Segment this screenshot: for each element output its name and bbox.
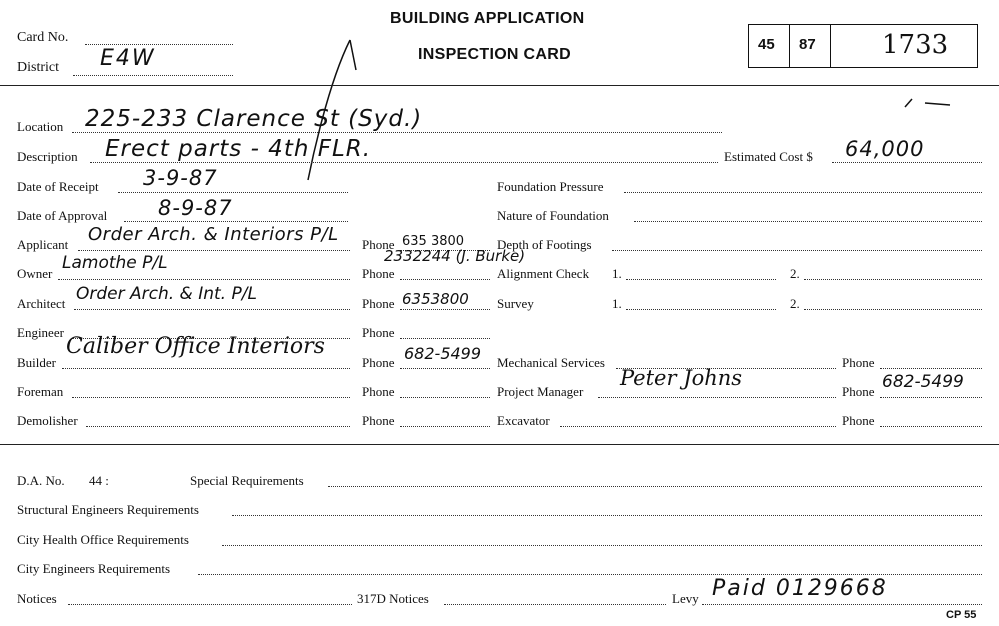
date-approval-line bbox=[124, 221, 348, 222]
levy-value: Paid 0129668 bbox=[712, 576, 888, 601]
builder-phone-value: 682-5499 bbox=[404, 344, 482, 363]
form-code: CP 55 bbox=[946, 609, 977, 621]
card-no-label: Card No. bbox=[17, 30, 69, 45]
project-manager-line bbox=[598, 397, 836, 398]
date-receipt-label: Date of Receipt bbox=[17, 179, 99, 194]
foundation-pressure-line bbox=[624, 192, 982, 193]
estimated-cost-line bbox=[832, 162, 982, 163]
architect-line bbox=[74, 309, 350, 310]
district-label: District bbox=[17, 60, 59, 75]
notices-317d-line bbox=[444, 604, 666, 605]
owner-value: Lamothe P/L bbox=[62, 253, 168, 273]
health-requirements-label: City Health Office Requirements bbox=[17, 532, 189, 547]
architect-phone-label: Phone bbox=[362, 296, 395, 311]
notices-317d-label: 317D Notices bbox=[357, 591, 429, 606]
date-receipt-value: 3-9-87 bbox=[143, 166, 218, 190]
engineer-phone-label: Phone bbox=[362, 325, 395, 340]
box-divider-2 bbox=[830, 24, 831, 68]
project-manager-phone-label: Phone bbox=[842, 384, 875, 399]
engineer-label: Engineer bbox=[17, 325, 64, 340]
title-line-2: INSPECTION CARD bbox=[418, 46, 571, 63]
city-engineers-line bbox=[198, 574, 982, 575]
excavator-line bbox=[560, 426, 836, 427]
alignment-check-label: Alignment Check bbox=[497, 266, 590, 281]
mechanical-phone-label: Phone bbox=[842, 355, 875, 370]
builder-value: Caliber Office Interiors bbox=[66, 334, 325, 359]
notices-label: Notices bbox=[17, 591, 57, 606]
survey-line-1 bbox=[626, 309, 776, 310]
date-receipt-line bbox=[118, 192, 348, 193]
applicant-phone-value: 635 3800 bbox=[402, 234, 465, 249]
owner-line bbox=[58, 279, 350, 280]
levy-line bbox=[702, 604, 982, 605]
builder-phone-label: Phone bbox=[362, 355, 395, 370]
health-requirements-line bbox=[222, 545, 982, 546]
architect-phone-value: 6353800 bbox=[402, 290, 469, 308]
special-requirements-label: Special Requirements bbox=[190, 473, 304, 488]
structural-requirements-label: Structural Engineers Requirements bbox=[17, 502, 199, 517]
date-approval-value: 8-9-87 bbox=[158, 196, 233, 220]
box-b-value: 87 bbox=[799, 36, 816, 53]
middle-rule bbox=[0, 444, 999, 445]
owner-phone-line bbox=[400, 279, 490, 280]
project-manager-phone-value: 682-5499 bbox=[882, 372, 964, 392]
location-label: Location bbox=[17, 119, 64, 134]
pen-stroke-mark-2 bbox=[900, 95, 960, 115]
applicant-line bbox=[78, 250, 350, 251]
description-line bbox=[90, 162, 718, 163]
district-value: E4W bbox=[100, 46, 156, 71]
city-engineers-label: City Engineers Requirements bbox=[17, 561, 171, 576]
project-manager-value: Peter Johns bbox=[620, 366, 743, 390]
owner-phone-value: 2332244 (J. Burke) bbox=[384, 247, 526, 265]
owner-label: Owner bbox=[17, 266, 53, 281]
builder-label: Builder bbox=[17, 355, 56, 370]
excavator-label: Excavator bbox=[497, 413, 550, 428]
engineer-phone-line bbox=[400, 338, 490, 339]
excavator-phone-line bbox=[880, 426, 982, 427]
mechanical-phone-line bbox=[880, 368, 982, 369]
alignment-num-1: 1. bbox=[612, 266, 622, 281]
nature-foundation-line bbox=[634, 221, 982, 222]
architect-value: Order Arch. & Int. P/L bbox=[76, 284, 257, 304]
title-line-1: BUILDING APPLICATION bbox=[390, 10, 585, 27]
survey-line-2 bbox=[804, 309, 982, 310]
estimated-cost-label: Estimated Cost $ bbox=[724, 149, 813, 164]
da-no-value: 44 : bbox=[89, 473, 109, 488]
demolisher-phone-line bbox=[400, 426, 490, 427]
depth-footings-line bbox=[612, 250, 982, 251]
box-c-value: 1733 bbox=[882, 30, 949, 60]
date-approval-label: Date of Approval bbox=[17, 208, 108, 223]
alignment-line-2 bbox=[804, 279, 982, 280]
foreman-label: Foreman bbox=[17, 384, 64, 399]
nature-foundation-label: Nature of Foundation bbox=[497, 208, 609, 223]
survey-label: Survey bbox=[497, 296, 534, 311]
structural-requirements-line bbox=[232, 515, 982, 516]
architect-phone-line bbox=[400, 309, 490, 310]
description-value: Erect parts - 4th FLR. bbox=[105, 136, 372, 162]
card-no-line bbox=[85, 44, 233, 45]
foreman-phone-label: Phone bbox=[362, 384, 395, 399]
box-a-value: 45 bbox=[758, 36, 775, 53]
foreman-phone-line bbox=[400, 397, 490, 398]
mechanical-services-label: Mechanical Services bbox=[497, 355, 605, 370]
notices-line bbox=[68, 604, 352, 605]
district-line bbox=[73, 75, 233, 76]
demolisher-line bbox=[86, 426, 350, 427]
project-manager-phone-line bbox=[880, 397, 982, 398]
location-value: 225-233 Clarence St (Syd.) bbox=[85, 106, 423, 132]
foreman-line bbox=[72, 397, 350, 398]
header-rule bbox=[0, 85, 999, 86]
applicant-value: Order Arch. & Interiors P/L bbox=[88, 224, 339, 245]
alignment-num-2: 2. bbox=[790, 266, 800, 281]
survey-num-2: 2. bbox=[790, 296, 800, 311]
levy-label: Levy bbox=[672, 591, 699, 606]
builder-phone-line bbox=[400, 368, 490, 369]
alignment-line-1 bbox=[626, 279, 776, 280]
applicant-phone-label: Phone bbox=[362, 237, 395, 252]
location-line bbox=[72, 132, 722, 133]
depth-footings-label: Depth of Footings bbox=[497, 237, 592, 252]
demolisher-phone-label: Phone bbox=[362, 413, 395, 428]
da-no-label: D.A. No. bbox=[17, 473, 65, 488]
special-requirements-line bbox=[328, 486, 982, 487]
foundation-pressure-label: Foundation Pressure bbox=[497, 179, 604, 194]
box-divider-1 bbox=[789, 24, 790, 68]
estimated-cost-value: 64,000 bbox=[845, 137, 925, 161]
owner-phone-label: Phone bbox=[362, 266, 395, 281]
architect-label: Architect bbox=[17, 296, 66, 311]
builder-line bbox=[62, 368, 350, 369]
applicant-label: Applicant bbox=[17, 237, 69, 252]
description-label: Description bbox=[17, 149, 78, 164]
demolisher-label: Demolisher bbox=[17, 413, 78, 428]
project-manager-label: Project Manager bbox=[497, 384, 584, 399]
excavator-phone-label: Phone bbox=[842, 413, 875, 428]
survey-num-1: 1. bbox=[612, 296, 622, 311]
